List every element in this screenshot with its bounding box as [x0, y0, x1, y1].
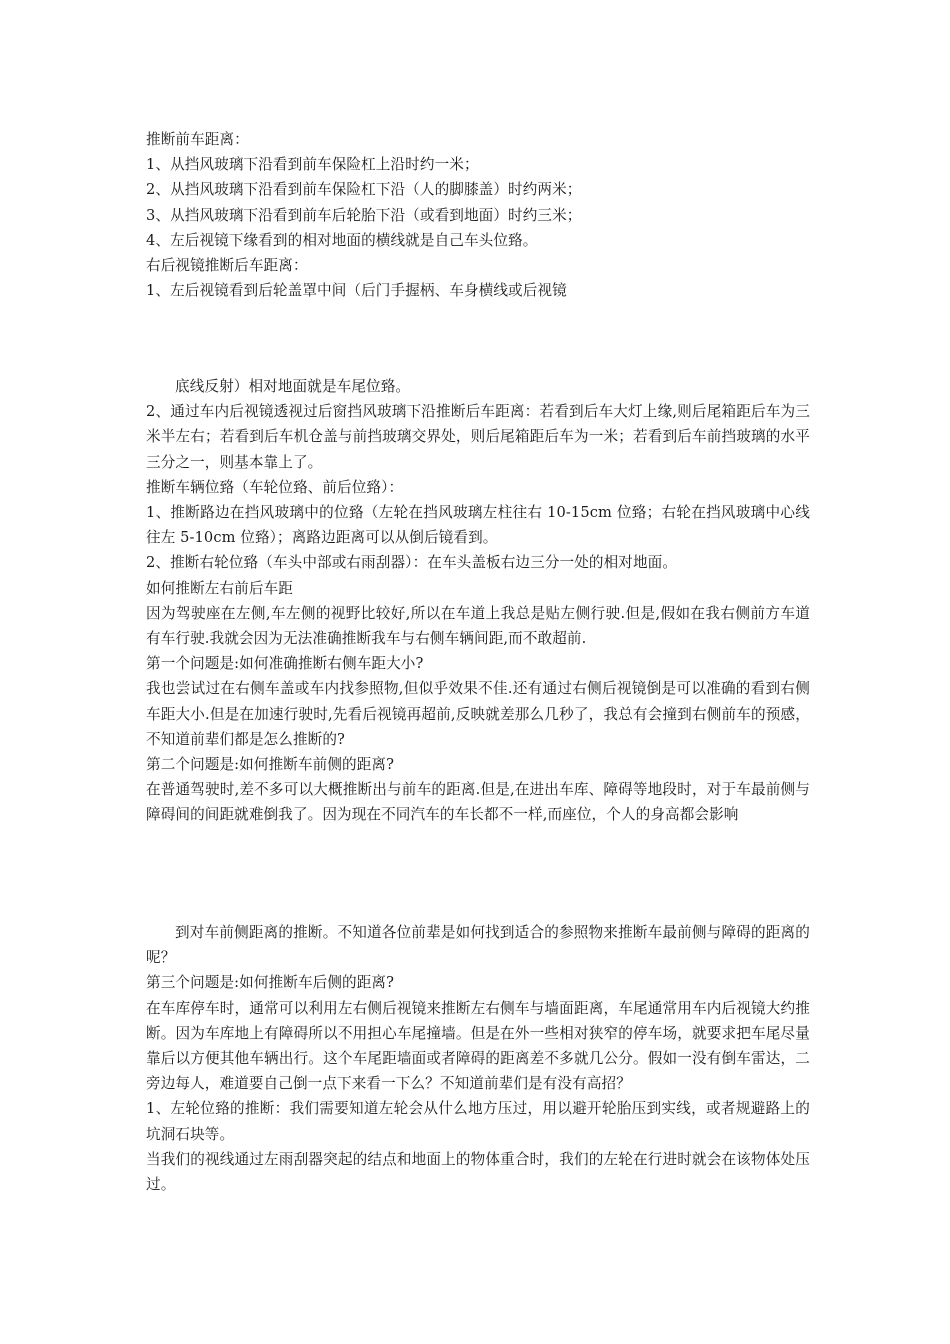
paragraph: 1、推断路边在挡风玻璃中的位臵（左轮在挡风玻璃左柱往右 10-15cm 位臵；右轮在挡风玻璃中心线往左 5-10cm 位臵）；离路边距离可以从倒后镜看到。 [146, 504, 810, 547]
paragraph: 底线反射）相对地面就是车尾位臵。 [175, 378, 411, 395]
list-item: 3、从挡风玻璃下沿看到前车后轮胎下沿（或看到地面）时约三米； [146, 206, 582, 224]
section-continued [146, 374, 810, 828]
heading-wheel-position: 推断车辆位臵（车轮位臵、前后位臵）： [146, 478, 404, 496]
paragraph: 2、通过车内后视镜透视过后窗挡风玻璃下沿推断后车距离：若看到后车大灯上缘,则后尾箱距后车为三米半左右；若看到后车机仓盖与前挡玻璃交界处，则后尾箱距后车为一米；若看到后车前挡玻璃的水平三分之一，则基本靠上了。 [146, 403, 810, 471]
paragraph: 到对车前侧距离的推断。不知道各位前辈是如何找到适合的参照物来推断车最前侧与障碍的距离的呢？ [146, 924, 810, 967]
section-rear-distance [146, 920, 810, 1197]
paragraph: 因为驾驶座在左侧,车左侧的视野比较好,所以在车道上我总是贴左侧行驶.但是,假如在我右侧前方车道有车行驶.我就会因为无法准确推断我车与右侧车辆间距,而不敢超前. [146, 604, 810, 648]
paragraph: 2、推断右轮位臵（车头中部或右雨刮器）：在车头盖板右边三分一处的相对地面。 [146, 554, 678, 572]
list-item: 1、左后视镜看到后轮盖罩中间（后门手握柄、车身横线或后视镜 [146, 282, 567, 300]
list-item: 2、从挡风玻璃下沿看到前车保险杠下沿（人的脚膝盖）时约两米； [146, 181, 582, 199]
paragraph: 我也尝试过在右侧车盖或车内找参照物,但似乎效果不佳.还有通过右侧后视镜倒是可以准确的看到右侧车距大小.但是在加速行驶时,先看后视镜再超前,反映就差那么几秒了，我总有会撞到右侧前车的预感，不知道前辈们都是怎么推断的? [146, 680, 810, 748]
question-heading: 第一个问题是:如何准确推断右侧车距大小? [146, 655, 424, 673]
section-front-distance [146, 127, 810, 303]
heading-front-distance: 推断前车距离： [146, 131, 249, 148]
paragraph: 在车库停车时，通常可以利用左右侧后视镜来推断左右侧车与墙面距离，车尾通常用车内后视镜大约推断。因为车库地上有障碍所以不用担心车尾撞墙。但是在外一些相对狭窄的停车场，就要求把车尾尽量靠后以方便其他车辆出行。这个车尾距墙面或者障碍的距离差不多就几公分。假如一没有倒车雷达，二旁边每人，难道要自己倒一点下来看一下么？不知道前辈们是有没有高招？ [146, 999, 810, 1093]
heading-side-distance: 如何推断左右前后车距 [146, 579, 293, 597]
paragraph: 1、左轮位臵的推断：我们需要知道左轮会从什么地方压过，用以避开轮胎压到实线，或者规避路上的坑洞石块等。 [146, 1100, 810, 1143]
paragraph: 当我们的视线通过左雨刮器突起的结点和地面上的物体重合时，我们的左轮在行进时就会在该物体处压过。 [146, 1150, 810, 1194]
list-item: 1、从挡风玻璃下沿看到前车保险杠上沿时约一米； [146, 156, 479, 174]
heading-rear-distance: 右后视镜推断后车距离： [146, 257, 308, 275]
question-heading: 第三个问题是:如何推断车后侧的距离? [146, 974, 395, 992]
list-item: 4、左后视镜下缘看到的相对地面的横线就是自己车头位臵。 [146, 231, 538, 249]
paragraph: 在普通驾驶时,差不多可以大概推断出与前车的距离.但是,在进出车库、障碍等地段时，对于车最前侧与障碍间的间距就难倒我了。因为现在不同汽车的车长都不一样,而座位，个人的身高都会影响 [146, 781, 810, 824]
question-heading: 第二个问题是:如何推断车前侧的距离? [146, 756, 395, 774]
